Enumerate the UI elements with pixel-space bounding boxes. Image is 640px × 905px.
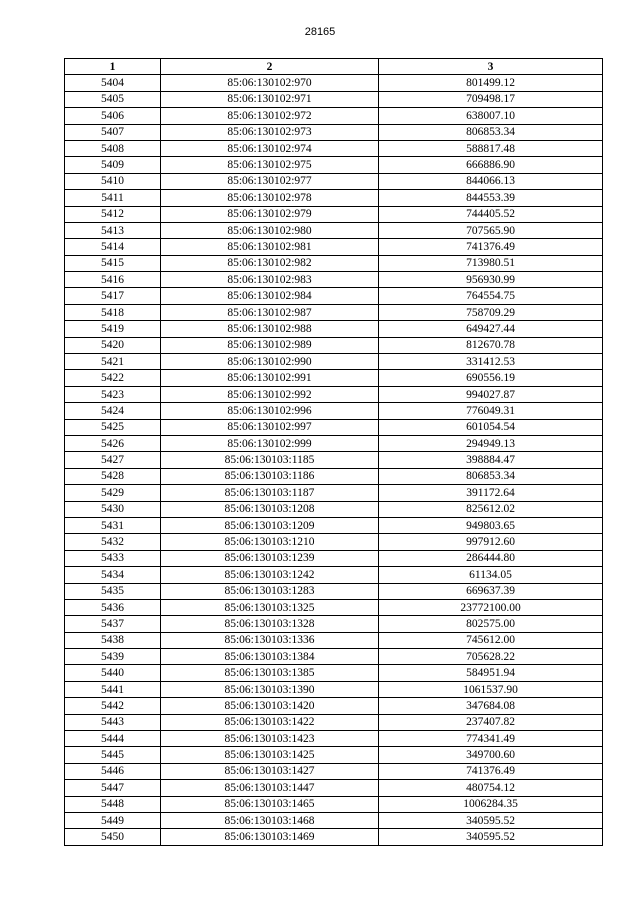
table-row [65,435,603,451]
row-number-cell: 5450 [65,829,161,845]
value-cell: 669637.39 [379,583,603,599]
row-number-cell: 5420 [65,337,161,353]
value-cell: 745612.00 [379,632,603,648]
value-cell: 340595.52 [379,829,603,845]
cadastral-number-cell: 85:06:130103:1209 [161,517,379,533]
cadastral-number-cell: 85:06:130102:987 [161,304,379,320]
value-cell: 237407.82 [379,714,603,730]
cadastral-number-cell: 85:06:130103:1283 [161,583,379,599]
row-number-cell: 5440 [65,665,161,681]
value-cell: 806853.34 [379,124,603,140]
cadastral-number-cell: 85:06:130102:983 [161,272,379,288]
table-row [65,501,603,517]
value-cell: 294949.13 [379,435,603,451]
table-row [65,91,603,107]
table-row [65,272,603,288]
row-number-cell: 5431 [65,517,161,533]
value-cell: 776049.31 [379,403,603,419]
cadastral-number-cell: 85:06:130103:1390 [161,681,379,697]
table-row [65,386,603,402]
table-row [65,124,603,140]
table-row [65,583,603,599]
value-cell: 997912.60 [379,534,603,550]
table-row [65,452,603,468]
value-cell: 758709.29 [379,304,603,320]
row-number-cell: 5423 [65,386,161,402]
value-cell: 1006284.35 [379,796,603,812]
value-cell: 764554.75 [379,288,603,304]
cadastral-number-cell: 85:06:130102:996 [161,403,379,419]
value-cell: 707565.90 [379,222,603,238]
cadastral-number-cell: 85:06:130103:1325 [161,599,379,615]
row-number-cell: 5429 [65,485,161,501]
row-number-cell: 5441 [65,681,161,697]
row-number-cell: 5404 [65,75,161,91]
row-number-cell: 5443 [65,714,161,730]
table-row [65,681,603,697]
table-row [65,173,603,189]
column-header-2: 2 [161,59,379,75]
cadastral-number-cell: 85:06:130103:1186 [161,468,379,484]
row-number-cell: 5426 [65,435,161,451]
value-cell: 806853.34 [379,468,603,484]
table-body [65,75,603,845]
value-cell: 23772100.00 [379,599,603,615]
row-number-cell: 5448 [65,796,161,812]
value-cell: 994027.87 [379,386,603,402]
table-row [65,599,603,615]
page-number: 28165 [304,26,336,38]
cadastral-number-cell: 85:06:130102:984 [161,288,379,304]
row-number-cell: 5447 [65,780,161,796]
cadastral-number-cell: 85:06:130103:1242 [161,567,379,583]
row-number-cell: 5430 [65,501,161,517]
table-row [65,747,603,763]
value-cell: 844066.13 [379,173,603,189]
table-row [65,140,603,156]
cadastral-number-cell: 85:06:130102:972 [161,108,379,124]
row-number-cell: 5433 [65,550,161,566]
row-number-cell: 5425 [65,419,161,435]
cadastral-number-cell: 85:06:130103:1185 [161,452,379,468]
cadastral-number-cell: 85:06:130102:988 [161,321,379,337]
cadastral-number-cell: 85:06:130103:1208 [161,501,379,517]
cadastral-number-cell: 85:06:130103:1447 [161,780,379,796]
row-number-cell: 5413 [65,222,161,238]
value-cell: 1061537.90 [379,681,603,697]
row-number-cell: 5419 [65,321,161,337]
row-number-cell: 5411 [65,190,161,206]
row-number-cell: 5405 [65,91,161,107]
cadastral-number-cell: 85:06:130102:989 [161,337,379,353]
table-row [65,534,603,550]
value-cell: 949803.65 [379,517,603,533]
value-cell: 398884.47 [379,452,603,468]
value-cell: 601054.54 [379,419,603,435]
table-row [65,403,603,419]
table-row [65,550,603,566]
table-row [65,337,603,353]
row-number-cell: 5434 [65,567,161,583]
table-row [65,468,603,484]
table-row [65,731,603,747]
row-number-cell: 5439 [65,649,161,665]
cadastral-number-cell: 85:06:130103:1468 [161,812,379,828]
table-row [65,632,603,648]
row-number-cell: 5437 [65,616,161,632]
cadastral-number-cell: 85:06:130103:1385 [161,665,379,681]
cadastral-number-cell: 85:06:130102:992 [161,386,379,402]
table-row [65,517,603,533]
table-row [65,567,603,583]
row-number-cell: 5422 [65,370,161,386]
table-row [65,304,603,320]
value-cell: 331412.53 [379,354,603,370]
cadastral-number-cell: 85:06:130102:999 [161,435,379,451]
table-row [65,354,603,370]
cadastral-number-cell: 85:06:130102:981 [161,239,379,255]
cadastral-number-cell: 85:06:130102:971 [161,91,379,107]
cadastral-number-cell: 85:06:130102:979 [161,206,379,222]
table-row [65,829,603,845]
row-number-cell: 5406 [65,108,161,124]
value-cell: 588817.48 [379,140,603,156]
row-number-cell: 5416 [65,272,161,288]
table-row [65,485,603,501]
cadastral-number-cell: 85:06:130102:975 [161,157,379,173]
value-cell: 825612.02 [379,501,603,517]
cadastral-number-cell: 85:06:130103:1239 [161,550,379,566]
value-cell: 666886.90 [379,157,603,173]
row-number-cell: 5435 [65,583,161,599]
cadastral-number-cell: 85:06:130102:974 [161,140,379,156]
value-cell: 774341.49 [379,731,603,747]
row-number-cell: 5409 [65,157,161,173]
cadastral-number-cell: 85:06:130102:982 [161,255,379,271]
cadastral-number-cell: 85:06:130103:1420 [161,698,379,714]
value-cell: 844553.39 [379,190,603,206]
row-number-cell: 5414 [65,239,161,255]
cadastral-number-cell: 85:06:130103:1425 [161,747,379,763]
cadastral-number-cell: 85:06:130103:1465 [161,796,379,812]
table-row [65,616,603,632]
value-cell: 349700.60 [379,747,603,763]
cadastral-number-cell: 85:06:130103:1328 [161,616,379,632]
cadastral-number-cell: 85:06:130102:977 [161,173,379,189]
value-cell: 649427.44 [379,321,603,337]
value-cell: 705628.22 [379,649,603,665]
cadastral-number-cell: 85:06:130102:978 [161,190,379,206]
row-number-cell: 5412 [65,206,161,222]
table-row [65,370,603,386]
value-cell: 480754.12 [379,780,603,796]
value-cell: 347684.08 [379,698,603,714]
row-number-cell: 5446 [65,763,161,779]
cadastral-number-cell: 85:06:130103:1384 [161,649,379,665]
row-number-cell: 5424 [65,403,161,419]
row-number-cell: 5445 [65,747,161,763]
row-number-cell: 5438 [65,632,161,648]
row-number-cell: 5407 [65,124,161,140]
cadastral-number-cell: 85:06:130102:980 [161,222,379,238]
table-row [65,239,603,255]
value-cell: 956930.99 [379,272,603,288]
cadastral-number-cell: 85:06:130103:1336 [161,632,379,648]
cadastral-number-cell: 85:06:130102:991 [161,370,379,386]
column-header-3: 3 [379,59,603,75]
row-number-cell: 5418 [65,304,161,320]
value-cell: 709498.17 [379,91,603,107]
table-row [65,255,603,271]
value-cell: 61134.05 [379,567,603,583]
cadastral-number-cell: 85:06:130102:973 [161,124,379,140]
row-number-cell: 5427 [65,452,161,468]
cadastral-number-cell: 85:06:130102:997 [161,419,379,435]
value-cell: 690556.19 [379,370,603,386]
table-row [65,796,603,812]
value-cell: 638007.10 [379,108,603,124]
table-row [65,206,603,222]
table-row [65,75,603,91]
cadastral-number-cell: 85:06:130103:1469 [161,829,379,845]
value-cell: 340595.52 [379,812,603,828]
table-row [65,157,603,173]
cadastral-number-cell: 85:06:130103:1187 [161,485,379,501]
value-cell: 741376.49 [379,763,603,779]
table-row [65,714,603,730]
row-number-cell: 5444 [65,731,161,747]
table-row [65,288,603,304]
value-cell: 801499.12 [379,75,603,91]
table-row [65,763,603,779]
row-number-cell: 5428 [65,468,161,484]
value-cell: 741376.49 [379,239,603,255]
table-row [65,812,603,828]
cadastral-number-cell: 85:06:130103:1210 [161,534,379,550]
table-header-row [65,59,603,75]
table-row [65,780,603,796]
cadastral-number-cell: 85:06:130103:1422 [161,714,379,730]
table-row [65,222,603,238]
table-row [65,419,603,435]
value-cell: 391172.64 [379,485,603,501]
table-row [65,698,603,714]
row-number-cell: 5436 [65,599,161,615]
value-cell: 713980.51 [379,255,603,271]
row-number-cell: 5449 [65,812,161,828]
row-number-cell: 5421 [65,354,161,370]
value-cell: 812670.78 [379,337,603,353]
row-number-cell: 5415 [65,255,161,271]
column-header-1: 1 [65,59,161,75]
row-number-cell: 5410 [65,173,161,189]
row-number-cell: 5417 [65,288,161,304]
table-row [65,108,603,124]
row-number-cell: 5442 [65,698,161,714]
table-row [65,665,603,681]
value-cell: 744405.52 [379,206,603,222]
table-row [65,649,603,665]
value-cell: 584951.94 [379,665,603,681]
cadastral-number-cell: 85:06:130102:990 [161,354,379,370]
value-cell: 802575.00 [379,616,603,632]
table-row [65,190,603,206]
cadastral-number-cell: 85:06:130103:1423 [161,731,379,747]
value-cell: 286444.80 [379,550,603,566]
cadastral-number-cell: 85:06:130102:970 [161,75,379,91]
table-row [65,321,603,337]
row-number-cell: 5408 [65,140,161,156]
row-number-cell: 5432 [65,534,161,550]
cadastral-number-cell: 85:06:130103:1427 [161,763,379,779]
data-table [64,58,603,846]
